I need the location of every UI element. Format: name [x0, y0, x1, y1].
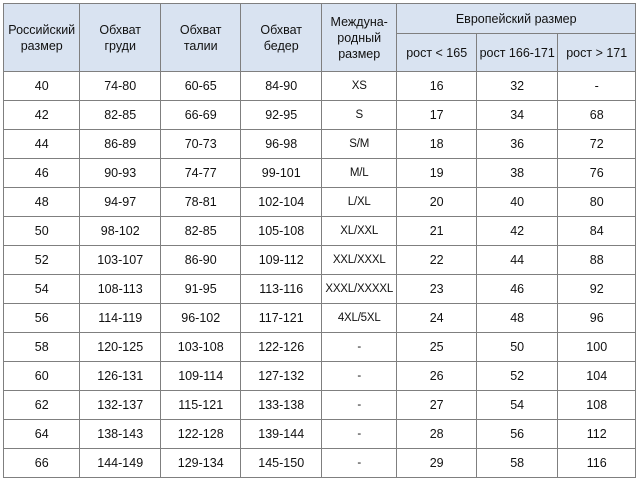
header-eu-height-gt-171: рост > 171	[558, 34, 636, 72]
eu-gt-171-cell: 116	[558, 449, 636, 478]
eu-lt-165-cell: 21	[397, 217, 477, 246]
table-row	[4, 391, 636, 420]
intl-size-cell: 4XL/5XL	[321, 304, 396, 333]
chest-cell: 98-102	[80, 217, 161, 246]
eu-166-171-cell: 42	[476, 217, 558, 246]
ru-size-cell: 56	[4, 304, 80, 333]
ru-size-cell: 54	[4, 275, 80, 304]
hips-cell: 99-101	[241, 159, 322, 188]
header-intl-line3: размер	[338, 46, 381, 61]
table-row	[4, 130, 636, 159]
hips-cell: 113-116	[241, 275, 322, 304]
header-intl-line2: родный	[337, 30, 382, 45]
ru-size-cell: 62	[4, 391, 80, 420]
table-row	[4, 420, 636, 449]
size-chart-table	[3, 3, 636, 478]
intl-size-cell: S	[321, 101, 396, 130]
header-hips-line1: Обхват	[260, 22, 303, 37]
eu-166-171-cell: 56	[476, 420, 558, 449]
chest-cell: 103-107	[80, 246, 161, 275]
header-intl-line1: Междуна-	[330, 14, 388, 29]
chest-cell: 94-97	[80, 188, 161, 217]
ru-size-cell: 58	[4, 333, 80, 362]
table-row	[4, 72, 636, 101]
eu-gt-171-cell: 84	[558, 217, 636, 246]
eu-166-171-cell: 38	[476, 159, 558, 188]
eu-lt-165-cell: 25	[397, 333, 477, 362]
header-eu-height-lt-165: рост < 165	[397, 34, 477, 72]
header-chest	[80, 4, 161, 72]
eu-lt-165-cell: 17	[397, 101, 477, 130]
eu-gt-171-cell: 68	[558, 101, 636, 130]
intl-size-cell: -	[321, 362, 396, 391]
intl-size-cell: XXXL/XXXXL	[321, 275, 396, 304]
eu-166-171-cell: 54	[476, 391, 558, 420]
header-hips	[241, 4, 322, 72]
hips-cell: 133-138	[241, 391, 322, 420]
hips-cell: 122-126	[241, 333, 322, 362]
chest-cell: 82-85	[80, 101, 161, 130]
ru-size-cell: 48	[4, 188, 80, 217]
hips-cell: 105-108	[241, 217, 322, 246]
hips-cell: 92-95	[241, 101, 322, 130]
waist-cell: 74-77	[160, 159, 241, 188]
eu-gt-171-cell: -	[558, 72, 636, 101]
ru-size-cell: 40	[4, 72, 80, 101]
header-hips-line2: бедер	[263, 38, 299, 53]
ru-size-cell: 60	[4, 362, 80, 391]
intl-size-cell: -	[321, 449, 396, 478]
eu-166-171-cell: 48	[476, 304, 558, 333]
eu-gt-171-cell: 100	[558, 333, 636, 362]
waist-cell: 86-90	[160, 246, 241, 275]
eu-gt-171-cell: 108	[558, 391, 636, 420]
intl-size-cell: L/XL	[321, 188, 396, 217]
eu-166-171-cell: 34	[476, 101, 558, 130]
table-row	[4, 449, 636, 478]
header-chest-line2: груди	[104, 38, 136, 53]
eu-lt-165-cell: 27	[397, 391, 477, 420]
eu-gt-171-cell: 104	[558, 362, 636, 391]
chest-cell: 132-137	[80, 391, 161, 420]
ru-size-cell: 66	[4, 449, 80, 478]
chest-cell: 86-89	[80, 130, 161, 159]
header-eu-group: Европейский размер	[397, 4, 636, 34]
hips-cell: 102-104	[241, 188, 322, 217]
waist-cell: 60-65	[160, 72, 241, 101]
waist-cell: 96-102	[160, 304, 241, 333]
chest-cell: 126-131	[80, 362, 161, 391]
eu-166-171-cell: 44	[476, 246, 558, 275]
chest-cell: 138-143	[80, 420, 161, 449]
ru-size-cell: 46	[4, 159, 80, 188]
eu-gt-171-cell: 92	[558, 275, 636, 304]
eu-gt-171-cell: 72	[558, 130, 636, 159]
eu-lt-165-cell: 23	[397, 275, 477, 304]
header-ru-size-line2: размер	[20, 38, 63, 53]
waist-cell: 122-128	[160, 420, 241, 449]
header-waist-line2: талии	[183, 38, 218, 53]
intl-size-cell: XXL/XXXL	[321, 246, 396, 275]
header-ru-size-line1: Российский	[8, 22, 76, 37]
table-body	[4, 72, 636, 478]
chest-cell: 74-80	[80, 72, 161, 101]
eu-166-171-cell: 40	[476, 188, 558, 217]
waist-cell: 129-134	[160, 449, 241, 478]
header-intl-size	[321, 4, 396, 72]
hips-cell: 96-98	[241, 130, 322, 159]
eu-lt-165-cell: 22	[397, 246, 477, 275]
intl-size-cell: S/M	[321, 130, 396, 159]
intl-size-cell: M/L	[321, 159, 396, 188]
header-ru-size	[4, 4, 80, 72]
ru-size-cell: 42	[4, 101, 80, 130]
table-row	[4, 333, 636, 362]
eu-166-171-cell: 46	[476, 275, 558, 304]
eu-lt-165-cell: 29	[397, 449, 477, 478]
eu-lt-165-cell: 20	[397, 188, 477, 217]
eu-gt-171-cell: 76	[558, 159, 636, 188]
intl-size-cell: -	[321, 333, 396, 362]
hips-cell: 117-121	[241, 304, 322, 333]
ru-size-cell: 52	[4, 246, 80, 275]
eu-lt-165-cell: 18	[397, 130, 477, 159]
eu-166-171-cell: 50	[476, 333, 558, 362]
eu-lt-165-cell: 19	[397, 159, 477, 188]
eu-166-171-cell: 36	[476, 130, 558, 159]
header-waist-line1: Обхват	[179, 22, 222, 37]
table-row	[4, 217, 636, 246]
table-row	[4, 188, 636, 217]
eu-166-171-cell: 58	[476, 449, 558, 478]
ru-size-cell: 50	[4, 217, 80, 246]
table-row	[4, 246, 636, 275]
eu-lt-165-cell: 26	[397, 362, 477, 391]
hips-cell: 109-112	[241, 246, 322, 275]
hips-cell: 84-90	[241, 72, 322, 101]
eu-gt-171-cell: 112	[558, 420, 636, 449]
hips-cell: 145-150	[241, 449, 322, 478]
table-row	[4, 101, 636, 130]
table-row	[4, 362, 636, 391]
table-row	[4, 275, 636, 304]
chest-cell: 114-119	[80, 304, 161, 333]
eu-166-171-cell: 32	[476, 72, 558, 101]
chest-cell: 144-149	[80, 449, 161, 478]
waist-cell: 66-69	[160, 101, 241, 130]
waist-cell: 70-73	[160, 130, 241, 159]
intl-size-cell: -	[321, 391, 396, 420]
waist-cell: 91-95	[160, 275, 241, 304]
chest-cell: 108-113	[80, 275, 161, 304]
eu-lt-165-cell: 16	[397, 72, 477, 101]
chest-cell: 90-93	[80, 159, 161, 188]
ru-size-cell: 64	[4, 420, 80, 449]
waist-cell: 109-114	[160, 362, 241, 391]
hips-cell: 139-144	[241, 420, 322, 449]
eu-gt-171-cell: 88	[558, 246, 636, 275]
waist-cell: 78-81	[160, 188, 241, 217]
ru-size-cell: 44	[4, 130, 80, 159]
intl-size-cell: XS	[321, 72, 396, 101]
header-waist	[160, 4, 241, 72]
hips-cell: 127-132	[241, 362, 322, 391]
waist-cell: 103-108	[160, 333, 241, 362]
header-eu-height-166-171: рост 166-171	[476, 34, 558, 72]
intl-size-cell: XL/XXL	[321, 217, 396, 246]
table-header	[4, 4, 636, 72]
table-row	[4, 304, 636, 333]
eu-gt-171-cell: 80	[558, 188, 636, 217]
waist-cell: 82-85	[160, 217, 241, 246]
table-row	[4, 159, 636, 188]
eu-lt-165-cell: 24	[397, 304, 477, 333]
chest-cell: 120-125	[80, 333, 161, 362]
waist-cell: 115-121	[160, 391, 241, 420]
intl-size-cell: -	[321, 420, 396, 449]
eu-gt-171-cell: 96	[558, 304, 636, 333]
eu-lt-165-cell: 28	[397, 420, 477, 449]
eu-166-171-cell: 52	[476, 362, 558, 391]
header-chest-line1: Обхват	[99, 22, 142, 37]
